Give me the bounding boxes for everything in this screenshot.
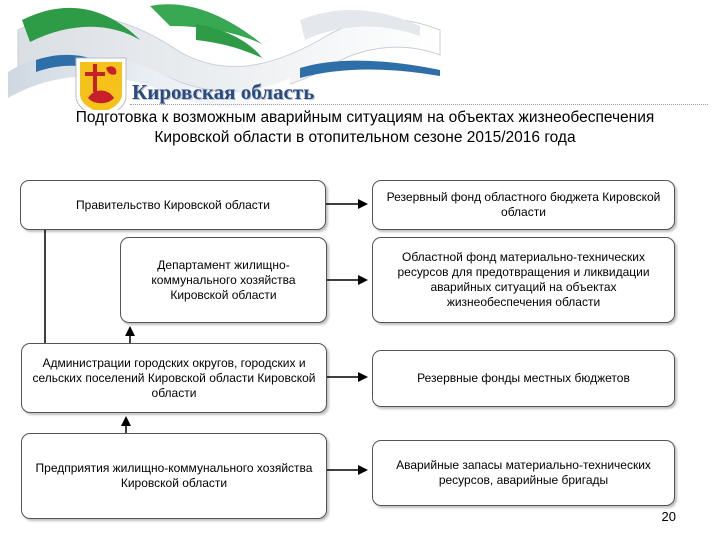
- box-housing-department: Департамент жилищно-коммунального хозяйства Кировской области: [120, 237, 327, 323]
- box-regional-reserve-fund: Резервный фонд областного бюджета Кировской области: [372, 180, 675, 230]
- box-municipal-administrations: Администрации городских округов, городских и сельских поселений Кировской области Кировской области: [21, 343, 327, 413]
- box-local-reserve-funds: Резервные фонды местных бюджетов: [372, 350, 675, 407]
- box-emergency-reserves: Аварийные запасы материально-технических ресурсов, аварийные бригады: [372, 440, 675, 506]
- region-name: Кировская область: [132, 80, 315, 104]
- box-housing-enterprises: Предприятия жилищно-коммунального хозяйства Кировской области: [21, 433, 327, 519]
- box-government: Правительство Кировской области: [20, 180, 326, 230]
- box-regional-material-fund: Областной фонд материально-технических ресурсов для предотвращения и ликвидации аварийных ситуаций на объектах жизнеобеспечения области: [372, 237, 675, 323]
- page-number: 20: [661, 509, 676, 524]
- page-title: Подготовка к возможным аварийным ситуациям на объектах жизнеобеспечения Кировской области в отопительном сезоне 2015/2016 года: [75, 109, 655, 146]
